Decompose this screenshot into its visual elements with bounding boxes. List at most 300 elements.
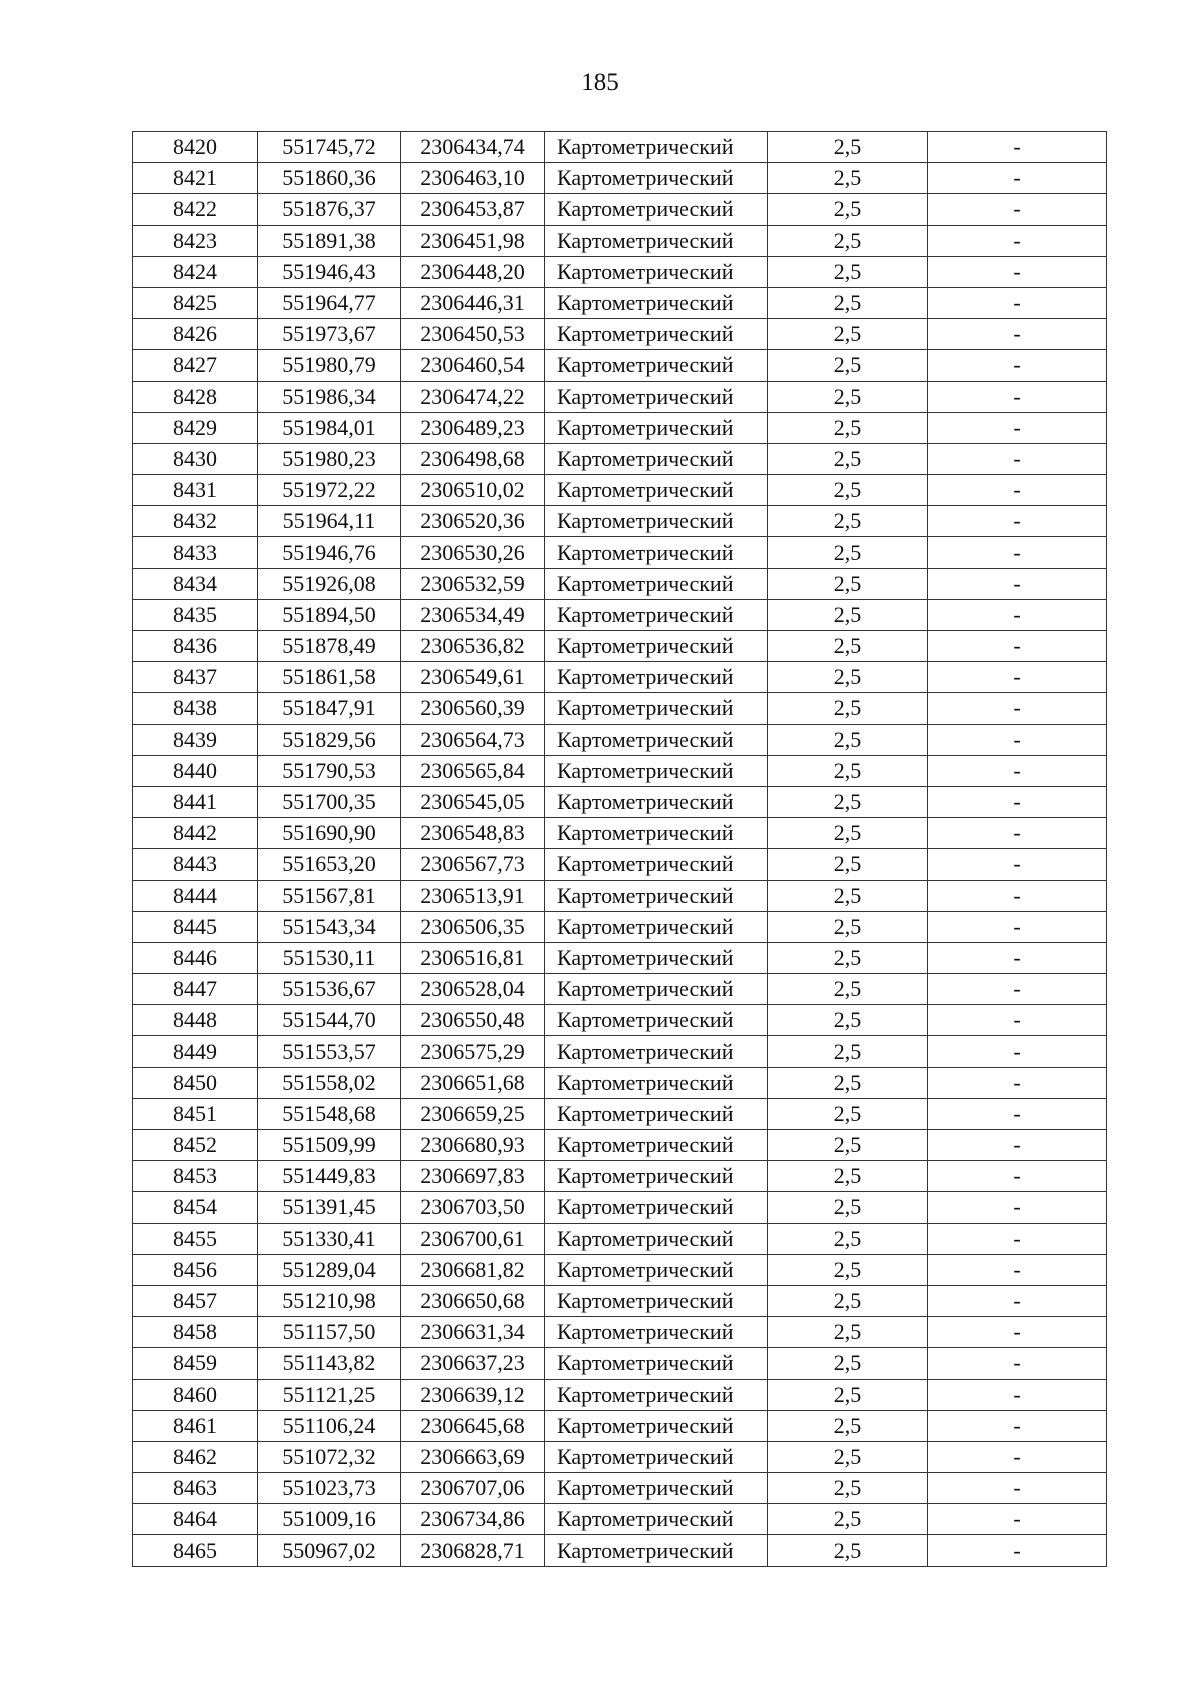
- method-cell: Картометрический: [545, 443, 768, 474]
- y-coordinate-cell: 2306700,61: [401, 1223, 545, 1254]
- x-coordinate-cell: 551964,11: [258, 506, 401, 537]
- method-cell: Картометрический: [545, 1005, 768, 1036]
- point-number-cell: 8455: [133, 1223, 258, 1254]
- method-cell: Картометрический: [545, 1379, 768, 1410]
- method-cell: Картометрический: [545, 381, 768, 412]
- accuracy-cell: 2,5: [768, 1254, 928, 1285]
- point-number-cell: 8443: [133, 849, 258, 880]
- table-row: [133, 599, 1107, 630]
- point-number-cell: 8456: [133, 1254, 258, 1285]
- accuracy-cell: 2,5: [768, 880, 928, 911]
- accuracy-cell: 2,5: [768, 568, 928, 599]
- y-coordinate-cell: 2306463,10: [401, 163, 545, 194]
- accuracy-cell: 2,5: [768, 412, 928, 443]
- table-row: [133, 568, 1107, 599]
- point-number-cell: 8426: [133, 319, 258, 350]
- table-row: [133, 537, 1107, 568]
- point-number-cell: 8425: [133, 287, 258, 318]
- method-cell: Картометрический: [545, 1473, 768, 1504]
- accuracy-cell: 2,5: [768, 132, 928, 163]
- point-number-cell: 8463: [133, 1473, 258, 1504]
- point-number-cell: 8441: [133, 786, 258, 817]
- description-cell: -: [928, 974, 1107, 1005]
- x-coordinate-cell: 551536,67: [258, 974, 401, 1005]
- point-number-cell: 8420: [133, 132, 258, 163]
- description-cell: -: [928, 1005, 1107, 1036]
- accuracy-cell: 2,5: [768, 818, 928, 849]
- point-number-cell: 8452: [133, 1130, 258, 1161]
- accuracy-cell: 2,5: [768, 506, 928, 537]
- method-cell: Картометрический: [545, 287, 768, 318]
- point-number-cell: 8430: [133, 443, 258, 474]
- table-row: [133, 1005, 1107, 1036]
- x-coordinate-cell: 551876,37: [258, 194, 401, 225]
- point-number-cell: 8444: [133, 880, 258, 911]
- accuracy-cell: 2,5: [768, 225, 928, 256]
- y-coordinate-cell: 2306567,73: [401, 849, 545, 880]
- point-number-cell: 8445: [133, 911, 258, 942]
- coordinates-table: [132, 131, 1107, 1567]
- y-coordinate-cell: 2306575,29: [401, 1036, 545, 1067]
- x-coordinate-cell: 551860,36: [258, 163, 401, 194]
- description-cell: -: [928, 1223, 1107, 1254]
- y-coordinate-cell: 2306680,93: [401, 1130, 545, 1161]
- y-coordinate-cell: 2306532,59: [401, 568, 545, 599]
- accuracy-cell: 2,5: [768, 693, 928, 724]
- y-coordinate-cell: 2306536,82: [401, 631, 545, 662]
- table-row: [133, 1098, 1107, 1129]
- description-cell: -: [928, 942, 1107, 973]
- description-cell: -: [928, 1285, 1107, 1316]
- table-row: [133, 1379, 1107, 1410]
- accuracy-cell: 2,5: [768, 381, 928, 412]
- y-coordinate-cell: 2306534,49: [401, 599, 545, 630]
- accuracy-cell: 2,5: [768, 1473, 928, 1504]
- accuracy-cell: 2,5: [768, 537, 928, 568]
- x-coordinate-cell: 551829,56: [258, 724, 401, 755]
- table-row: [133, 1192, 1107, 1223]
- accuracy-cell: 2,5: [768, 1005, 928, 1036]
- accuracy-cell: 2,5: [768, 1410, 928, 1441]
- point-number-cell: 8438: [133, 693, 258, 724]
- accuracy-cell: 2,5: [768, 319, 928, 350]
- accuracy-cell: 2,5: [768, 911, 928, 942]
- accuracy-cell: 2,5: [768, 1098, 928, 1129]
- method-cell: Картометрический: [545, 1285, 768, 1316]
- table-row: [133, 163, 1107, 194]
- method-cell: Картометрический: [545, 256, 768, 287]
- point-number-cell: 8424: [133, 256, 258, 287]
- description-cell: -: [928, 662, 1107, 693]
- description-cell: -: [928, 350, 1107, 381]
- description-cell: -: [928, 911, 1107, 942]
- accuracy-cell: 2,5: [768, 974, 928, 1005]
- y-coordinate-cell: 2306645,68: [401, 1410, 545, 1441]
- point-number-cell: 8465: [133, 1535, 258, 1566]
- y-coordinate-cell: 2306565,84: [401, 755, 545, 786]
- description-cell: -: [928, 1379, 1107, 1410]
- table-row: [133, 194, 1107, 225]
- description-cell: -: [928, 568, 1107, 599]
- table-row: [133, 974, 1107, 1005]
- method-cell: Картометрический: [545, 693, 768, 724]
- y-coordinate-cell: 2306548,83: [401, 818, 545, 849]
- method-cell: Картометрический: [545, 974, 768, 1005]
- accuracy-cell: 2,5: [768, 1161, 928, 1192]
- point-number-cell: 8451: [133, 1098, 258, 1129]
- description-cell: -: [928, 1192, 1107, 1223]
- method-cell: Картометрический: [545, 1441, 768, 1472]
- method-cell: Картометрический: [545, 1410, 768, 1441]
- y-coordinate-cell: 2306697,83: [401, 1161, 545, 1192]
- accuracy-cell: 2,5: [768, 1130, 928, 1161]
- table-row: [133, 693, 1107, 724]
- table-row: [133, 475, 1107, 506]
- table-row: [133, 1504, 1107, 1535]
- y-coordinate-cell: 2306663,69: [401, 1441, 545, 1472]
- point-number-cell: 8442: [133, 818, 258, 849]
- accuracy-cell: 2,5: [768, 194, 928, 225]
- y-coordinate-cell: 2306550,48: [401, 1005, 545, 1036]
- method-cell: Картометрический: [545, 194, 768, 225]
- y-coordinate-cell: 2306520,36: [401, 506, 545, 537]
- description-cell: -: [928, 1504, 1107, 1535]
- method-cell: Картометрический: [545, 1504, 768, 1535]
- table-row: [133, 849, 1107, 880]
- description-cell: -: [928, 1036, 1107, 1067]
- y-coordinate-cell: 2306510,02: [401, 475, 545, 506]
- y-coordinate-cell: 2306516,81: [401, 942, 545, 973]
- coordinates-table-body: [133, 132, 1107, 1567]
- x-coordinate-cell: 551143,82: [258, 1348, 401, 1379]
- table-row: [133, 786, 1107, 817]
- x-coordinate-cell: 551891,38: [258, 225, 401, 256]
- x-coordinate-cell: 551509,99: [258, 1130, 401, 1161]
- point-number-cell: 8448: [133, 1005, 258, 1036]
- point-number-cell: 8434: [133, 568, 258, 599]
- table-row: [133, 662, 1107, 693]
- point-number-cell: 8423: [133, 225, 258, 256]
- description-cell: -: [928, 631, 1107, 662]
- y-coordinate-cell: 2306506,35: [401, 911, 545, 942]
- x-coordinate-cell: 551157,50: [258, 1317, 401, 1348]
- table-row: [133, 755, 1107, 786]
- y-coordinate-cell: 2306528,04: [401, 974, 545, 1005]
- table-row: [133, 1410, 1107, 1441]
- method-cell: Картометрический: [545, 475, 768, 506]
- point-number-cell: 8446: [133, 942, 258, 973]
- x-coordinate-cell: 551121,25: [258, 1379, 401, 1410]
- description-cell: -: [928, 1130, 1107, 1161]
- accuracy-cell: 2,5: [768, 163, 928, 194]
- description-cell: -: [928, 880, 1107, 911]
- description-cell: -: [928, 1535, 1107, 1566]
- x-coordinate-cell: 551790,53: [258, 755, 401, 786]
- y-coordinate-cell: 2306637,23: [401, 1348, 545, 1379]
- x-coordinate-cell: 551106,24: [258, 1410, 401, 1441]
- method-cell: Картометрический: [545, 1036, 768, 1067]
- accuracy-cell: 2,5: [768, 631, 928, 662]
- table-row: [133, 1067, 1107, 1098]
- table-row: [133, 880, 1107, 911]
- description-cell: -: [928, 537, 1107, 568]
- table-row: [133, 350, 1107, 381]
- method-cell: Картометрический: [545, 849, 768, 880]
- x-coordinate-cell: 551653,20: [258, 849, 401, 880]
- method-cell: Картометрический: [545, 1535, 768, 1566]
- method-cell: Картометрический: [545, 1192, 768, 1223]
- method-cell: Картометрический: [545, 1254, 768, 1285]
- table-row: [133, 1473, 1107, 1504]
- description-cell: -: [928, 506, 1107, 537]
- description-cell: -: [928, 599, 1107, 630]
- x-coordinate-cell: 551330,41: [258, 1223, 401, 1254]
- table-row: [133, 631, 1107, 662]
- y-coordinate-cell: 2306651,68: [401, 1067, 545, 1098]
- method-cell: Картометрический: [545, 1130, 768, 1161]
- description-cell: -: [928, 256, 1107, 287]
- accuracy-cell: 2,5: [768, 1535, 928, 1566]
- point-number-cell: 8449: [133, 1036, 258, 1067]
- table-row: [133, 1317, 1107, 1348]
- description-cell: -: [928, 443, 1107, 474]
- table-row: [133, 1535, 1107, 1566]
- table-row: [133, 319, 1107, 350]
- table-row: [133, 287, 1107, 318]
- description-cell: -: [928, 163, 1107, 194]
- table-row: [133, 412, 1107, 443]
- accuracy-cell: 2,5: [768, 1504, 928, 1535]
- x-coordinate-cell: 551072,32: [258, 1441, 401, 1472]
- table-row: [133, 1441, 1107, 1472]
- method-cell: Картометрический: [545, 911, 768, 942]
- table-row: [133, 506, 1107, 537]
- method-cell: Картометрический: [545, 537, 768, 568]
- description-cell: -: [928, 1317, 1107, 1348]
- method-cell: Картометрический: [545, 412, 768, 443]
- table-row: [133, 1348, 1107, 1379]
- accuracy-cell: 2,5: [768, 256, 928, 287]
- method-cell: Картометрический: [545, 786, 768, 817]
- x-coordinate-cell: 551543,34: [258, 911, 401, 942]
- description-cell: -: [928, 287, 1107, 318]
- description-cell: -: [928, 412, 1107, 443]
- table-row: [133, 911, 1107, 942]
- method-cell: Картометрический: [545, 818, 768, 849]
- point-number-cell: 8460: [133, 1379, 258, 1410]
- y-coordinate-cell: 2306474,22: [401, 381, 545, 412]
- x-coordinate-cell: 551567,81: [258, 880, 401, 911]
- point-number-cell: 8435: [133, 599, 258, 630]
- method-cell: Картометрический: [545, 225, 768, 256]
- method-cell: Картометрический: [545, 724, 768, 755]
- y-coordinate-cell: 2306639,12: [401, 1379, 545, 1410]
- point-number-cell: 8437: [133, 662, 258, 693]
- point-number-cell: 8464: [133, 1504, 258, 1535]
- description-cell: -: [928, 225, 1107, 256]
- y-coordinate-cell: 2306545,05: [401, 786, 545, 817]
- x-coordinate-cell: 551878,49: [258, 631, 401, 662]
- method-cell: Картометрический: [545, 506, 768, 537]
- y-coordinate-cell: 2306453,87: [401, 194, 545, 225]
- x-coordinate-cell: 551530,11: [258, 942, 401, 973]
- y-coordinate-cell: 2306460,54: [401, 350, 545, 381]
- method-cell: Картометрический: [545, 1317, 768, 1348]
- accuracy-cell: 2,5: [768, 1223, 928, 1254]
- x-coordinate-cell: 551449,83: [258, 1161, 401, 1192]
- y-coordinate-cell: 2306513,91: [401, 880, 545, 911]
- description-cell: -: [928, 475, 1107, 506]
- accuracy-cell: 2,5: [768, 942, 928, 973]
- description-cell: -: [928, 1067, 1107, 1098]
- x-coordinate-cell: 551745,72: [258, 132, 401, 163]
- y-coordinate-cell: 2306498,68: [401, 443, 545, 474]
- accuracy-cell: 2,5: [768, 443, 928, 474]
- y-coordinate-cell: 2306450,53: [401, 319, 545, 350]
- accuracy-cell: 2,5: [768, 849, 928, 880]
- point-number-cell: 8453: [133, 1161, 258, 1192]
- accuracy-cell: 2,5: [768, 1348, 928, 1379]
- y-coordinate-cell: 2306631,34: [401, 1317, 545, 1348]
- accuracy-cell: 2,5: [768, 1317, 928, 1348]
- method-cell: Картометрический: [545, 1067, 768, 1098]
- accuracy-cell: 2,5: [768, 287, 928, 318]
- table-row: [133, 1036, 1107, 1067]
- table-row: [133, 1223, 1107, 1254]
- table-row: [133, 225, 1107, 256]
- accuracy-cell: 2,5: [768, 662, 928, 693]
- method-cell: Картометрический: [545, 132, 768, 163]
- y-coordinate-cell: 2306451,98: [401, 225, 545, 256]
- method-cell: Картометрический: [545, 163, 768, 194]
- point-number-cell: 8428: [133, 381, 258, 412]
- x-coordinate-cell: 551544,70: [258, 1005, 401, 1036]
- table-row: [133, 818, 1107, 849]
- accuracy-cell: 2,5: [768, 1285, 928, 1316]
- point-number-cell: 8422: [133, 194, 258, 225]
- description-cell: -: [928, 1441, 1107, 1472]
- description-cell: -: [928, 319, 1107, 350]
- x-coordinate-cell: 551289,04: [258, 1254, 401, 1285]
- table-row: [133, 1130, 1107, 1161]
- point-number-cell: 8447: [133, 974, 258, 1005]
- x-coordinate-cell: 551391,45: [258, 1192, 401, 1223]
- point-number-cell: 8431: [133, 475, 258, 506]
- y-coordinate-cell: 2306703,50: [401, 1192, 545, 1223]
- x-coordinate-cell: 551894,50: [258, 599, 401, 630]
- method-cell: Картометрический: [545, 319, 768, 350]
- method-cell: Картометрический: [545, 942, 768, 973]
- x-coordinate-cell: 551553,57: [258, 1036, 401, 1067]
- accuracy-cell: 2,5: [768, 724, 928, 755]
- accuracy-cell: 2,5: [768, 1036, 928, 1067]
- description-cell: -: [928, 194, 1107, 225]
- method-cell: Картометрический: [545, 1348, 768, 1379]
- y-coordinate-cell: 2306549,61: [401, 662, 545, 693]
- x-coordinate-cell: 551946,76: [258, 537, 401, 568]
- description-cell: -: [928, 849, 1107, 880]
- description-cell: -: [928, 132, 1107, 163]
- y-coordinate-cell: 2306828,71: [401, 1535, 545, 1566]
- description-cell: -: [928, 1161, 1107, 1192]
- x-coordinate-cell: 550967,02: [258, 1535, 401, 1566]
- accuracy-cell: 2,5: [768, 1379, 928, 1410]
- description-cell: -: [928, 786, 1107, 817]
- point-number-cell: 8421: [133, 163, 258, 194]
- point-number-cell: 8457: [133, 1285, 258, 1316]
- description-cell: -: [928, 381, 1107, 412]
- x-coordinate-cell: 551700,35: [258, 786, 401, 817]
- table-row: [133, 1254, 1107, 1285]
- x-coordinate-cell: 551986,34: [258, 381, 401, 412]
- description-cell: -: [928, 818, 1107, 849]
- point-number-cell: 8461: [133, 1410, 258, 1441]
- x-coordinate-cell: 551009,16: [258, 1504, 401, 1535]
- x-coordinate-cell: 551973,67: [258, 319, 401, 350]
- accuracy-cell: 2,5: [768, 1067, 928, 1098]
- y-coordinate-cell: 2306446,31: [401, 287, 545, 318]
- method-cell: Картометрический: [545, 662, 768, 693]
- point-number-cell: 8436: [133, 631, 258, 662]
- accuracy-cell: 2,5: [768, 350, 928, 381]
- y-coordinate-cell: 2306434,74: [401, 132, 545, 163]
- description-cell: -: [928, 1473, 1107, 1504]
- x-coordinate-cell: 551558,02: [258, 1067, 401, 1098]
- table-row: [133, 381, 1107, 412]
- method-cell: Картометрический: [545, 631, 768, 662]
- x-coordinate-cell: 551690,90: [258, 818, 401, 849]
- x-coordinate-cell: 551926,08: [258, 568, 401, 599]
- y-coordinate-cell: 2306734,86: [401, 1504, 545, 1535]
- y-coordinate-cell: 2306489,23: [401, 412, 545, 443]
- x-coordinate-cell: 551861,58: [258, 662, 401, 693]
- accuracy-cell: 2,5: [768, 1441, 928, 1472]
- method-cell: Картометрический: [545, 568, 768, 599]
- accuracy-cell: 2,5: [768, 786, 928, 817]
- table-row: [133, 942, 1107, 973]
- point-number-cell: 8439: [133, 724, 258, 755]
- point-number-cell: 8427: [133, 350, 258, 381]
- y-coordinate-cell: 2306530,26: [401, 537, 545, 568]
- y-coordinate-cell: 2306650,68: [401, 1285, 545, 1316]
- x-coordinate-cell: 551984,01: [258, 412, 401, 443]
- y-coordinate-cell: 2306448,20: [401, 256, 545, 287]
- x-coordinate-cell: 551980,23: [258, 443, 401, 474]
- method-cell: Картометрический: [545, 755, 768, 786]
- y-coordinate-cell: 2306707,06: [401, 1473, 545, 1504]
- x-coordinate-cell: 551964,77: [258, 287, 401, 318]
- method-cell: Картометрический: [545, 1098, 768, 1129]
- point-number-cell: 8458: [133, 1317, 258, 1348]
- point-number-cell: 8440: [133, 755, 258, 786]
- description-cell: -: [928, 1410, 1107, 1441]
- x-coordinate-cell: 551847,91: [258, 693, 401, 724]
- x-coordinate-cell: 551023,73: [258, 1473, 401, 1504]
- accuracy-cell: 2,5: [768, 1192, 928, 1223]
- accuracy-cell: 2,5: [768, 599, 928, 630]
- table-row: [133, 443, 1107, 474]
- y-coordinate-cell: 2306681,82: [401, 1254, 545, 1285]
- point-number-cell: 8462: [133, 1441, 258, 1472]
- x-coordinate-cell: 551972,22: [258, 475, 401, 506]
- y-coordinate-cell: 2306659,25: [401, 1098, 545, 1129]
- description-cell: -: [928, 1098, 1107, 1129]
- accuracy-cell: 2,5: [768, 475, 928, 506]
- x-coordinate-cell: 551210,98: [258, 1285, 401, 1316]
- point-number-cell: 8450: [133, 1067, 258, 1098]
- table-row: [133, 256, 1107, 287]
- x-coordinate-cell: 551946,43: [258, 256, 401, 287]
